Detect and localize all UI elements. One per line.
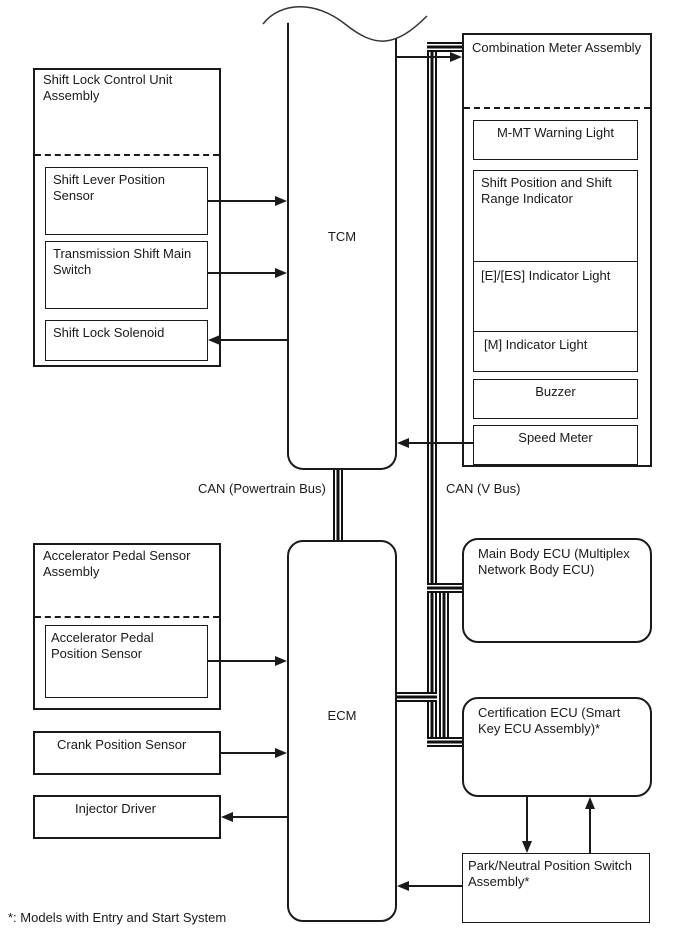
accelerator-pedal-sensor-assembly-label: Accelerator Pedal Sensor Assembly [43, 548, 191, 580]
certification-ecu-label: Certification ECU (Smart Key ECU Assembly)* [478, 705, 621, 737]
shift-position-indicator-label: Shift Position and Shift Range Indicator [481, 175, 612, 207]
speed-meter-label: Speed Meter [518, 430, 593, 445]
can-v-bus-vertical [427, 42, 437, 747]
arrow-park-to-cert-head [585, 797, 595, 809]
can-v-bus-mainbody-rung [427, 583, 463, 593]
arrow-tcm-to-solenoid-head [208, 335, 220, 345]
arrow-ecm-to-injector-head [221, 812, 233, 822]
arrow-tcm-to-meter-head [450, 52, 462, 62]
arrow-tcm-to-meter-line [397, 56, 450, 58]
combination-meter-assembly-label: Combination Meter Assembly [472, 40, 642, 55]
can-v-bus-ecm-rung [397, 692, 437, 702]
can-v-bus-vertical-branch [439, 588, 449, 747]
shift-lock-solenoid-label: Shift Lock Solenoid [53, 325, 165, 340]
arrow-ecm-to-injector-line [233, 816, 287, 818]
can-powertrain-bus [333, 470, 343, 540]
arrow-accel-sensor-to-ecm-head [275, 656, 287, 666]
e-es-indicator-light-label: [E]/[ES] Indicator Light [481, 268, 611, 283]
can-v-bus-label: CAN (V Bus) [446, 481, 521, 496]
can-v-bus-top-rung [427, 42, 462, 52]
buzzer-label: Buzzer [535, 384, 576, 399]
combination-meter-divider [464, 107, 650, 109]
accelerator-pedal-position-sensor-label: Accelerator Pedal Position Sensor [51, 630, 154, 662]
park-neutral-position-switch-label: Park/Neutral Position Switch Assembly* [468, 858, 633, 890]
injector-driver-label: Injector Driver [75, 801, 156, 816]
arrow-cert-to-park-line [526, 797, 528, 843]
arrow-crank-to-ecm-line [221, 752, 275, 754]
arrow-shift-lever-to-tcm-line [208, 200, 275, 202]
shift-lock-assembly-divider [35, 154, 219, 156]
arrow-accel-sensor-to-ecm-line [208, 660, 275, 662]
m-indicator-light-label: [M] Indicator Light [484, 337, 588, 352]
crank-position-sensor-label: Crank Position Sensor [57, 737, 187, 752]
ecm-label: ECM [327, 708, 357, 723]
accel-assembly-divider [35, 616, 219, 618]
arrow-trans-switch-to-tcm-head [275, 268, 287, 278]
footnote: *: Models with Entry and Start System [8, 910, 227, 925]
ecm-box [287, 540, 397, 922]
arrow-speed-meter-to-tcm-line [409, 442, 473, 444]
arrow-park-to-ecm-line [409, 885, 463, 887]
arrow-speed-meter-to-tcm-head [397, 438, 409, 448]
arrow-tcm-to-solenoid-line [220, 339, 287, 341]
arrow-park-to-ecm-head [397, 881, 409, 891]
arrow-cert-to-park-head [522, 841, 532, 853]
continuation-wave [255, 0, 431, 50]
transmission-shift-main-switch-label: Transmission Shift Main Switch [53, 246, 192, 278]
arrow-crank-to-ecm-head [275, 748, 287, 758]
main-body-ecu-label: Main Body ECU (Multiplex Network Body ECU) [478, 546, 630, 578]
can-v-bus-cert-rung [427, 737, 463, 747]
arrow-shift-lever-to-tcm-head [275, 196, 287, 206]
arrow-park-to-cert-line [589, 809, 591, 853]
shift-lever-position-sensor-label: Shift Lever Position Sensor [53, 172, 166, 204]
shift-lock-control-unit-assembly-label: Shift Lock Control Unit Assembly [43, 72, 173, 104]
arrow-trans-switch-to-tcm-line [208, 272, 275, 274]
tcm-label: TCM [327, 229, 357, 244]
can-powertrain-bus-label: CAN (Powertrain Bus) [198, 481, 326, 496]
mmt-warning-light-label: M-MT Warning Light [496, 125, 615, 140]
